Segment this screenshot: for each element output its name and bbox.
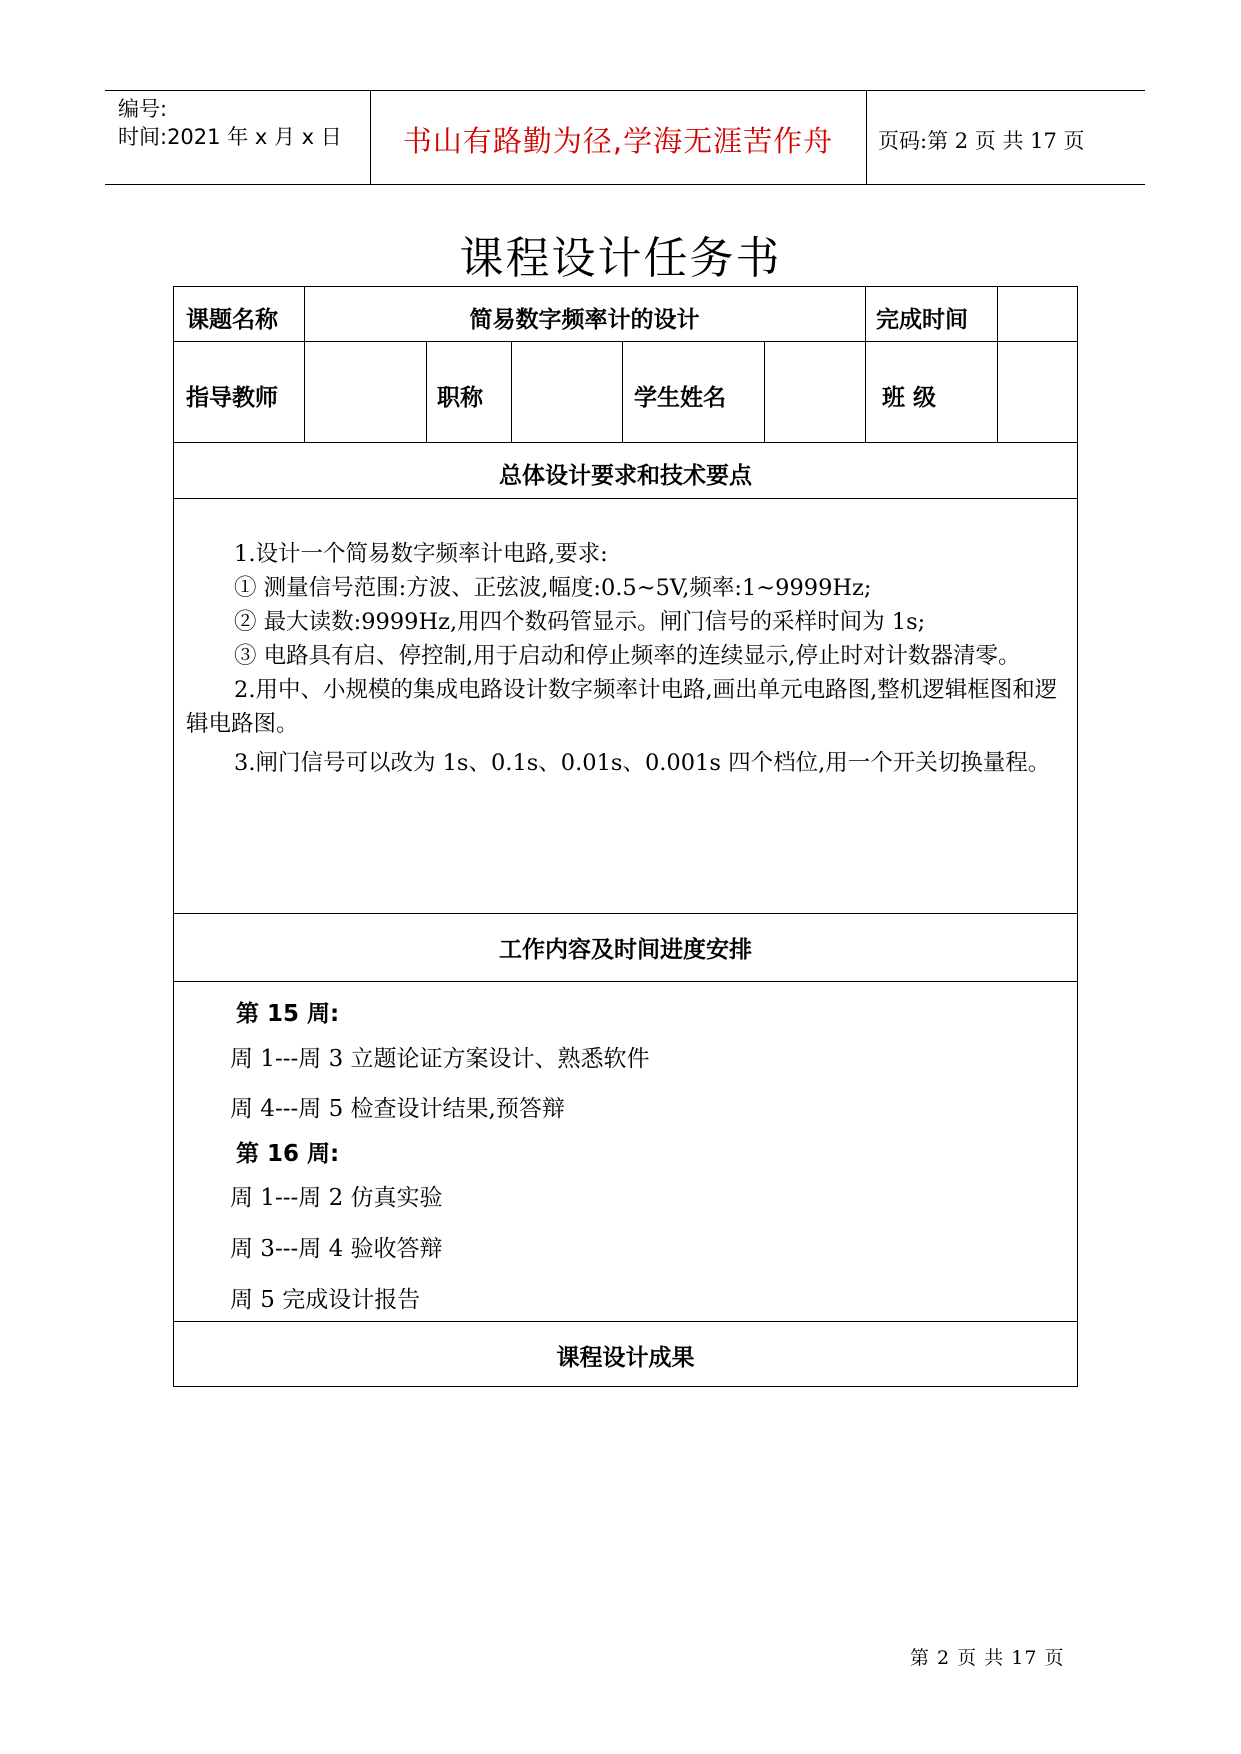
teacher-label: 指导教师 [186,385,278,411]
header-middle [370,91,867,184]
col-divider [865,287,866,442]
page-info: 页码:第 2 页 共 17 页 [878,129,1085,153]
motto: 书山有路勤为径,学海无涯苦作舟 [402,124,834,158]
header-left [105,91,371,184]
page-footer: 第 2 页 共 17 页 [910,1647,1065,1669]
row-divider [174,341,1077,342]
schedule-item: 周 5 完成设计报告 [230,1287,421,1313]
row-divider [174,981,1077,982]
finish-time-label: 完成时间 [876,307,968,333]
requirements-body [186,537,1066,789]
requirement-item: 1.设计一个简易数字频率计电路,要求: [234,541,608,567]
job-title-label: 职称 [437,385,483,411]
schedule-item: 周 1---周 3 立题论证方案设计、熟悉软件 [230,1046,650,1072]
header-right [866,91,1145,184]
class-label: 班 级 [882,385,937,411]
requirement-item: ③ 电路具有启、停控制,用于启动和停止频率的连续显示,停止时对计数器清零。 [234,643,1021,669]
time-label: 时间:2021 年 x 月 x 日 [118,125,342,149]
outcome-heading: 课程设计成果 [556,1345,695,1371]
serial-label: 编号: [118,97,168,121]
requirements-heading: 总体设计要求和技术要点 [499,463,752,489]
schedule-item: 周 4---周 5 检查设计结果,预答辩 [230,1096,565,1122]
row-divider [174,498,1077,499]
col-divider [997,287,998,442]
row-divider [174,442,1077,443]
week16-heading: 第 16 周: [236,1141,340,1167]
schedule-item: 周 1---周 2 仿真实验 [230,1185,443,1211]
topic-label: 课题名称 [186,307,278,333]
finish-time-value [1004,297,1069,333]
schedule-item: 周 3---周 4 验收答辩 [230,1236,443,1262]
page-header [105,90,1145,185]
col-divider [622,341,623,442]
requirement-item: 2.用中、小规模的集成电路设计数字频率计电路,画出单元电路图,整机逻辑框图和逻辑电路图。 [186,677,1058,737]
page-title: 课程设计任务书 [459,233,782,284]
row-divider [174,913,1077,914]
requirement-item: 3.闸门信号可以改为 1s、0.1s、0.01s、0.001s 四个档位,用一个开关切换量程。 [234,750,1051,776]
topic-value: 简易数字频率计的设计 [469,307,700,333]
student-label: 学生姓名 [634,385,726,411]
col-divider [426,341,427,442]
col-divider [764,341,765,442]
col-divider [511,341,512,442]
task-form-table [173,286,1078,1387]
requirement-item: ② 最大读数:9999Hz,用四个数码管显示。闸门信号的采样时间为 1s; [234,609,926,635]
week15-heading: 第 15 周: [236,1001,340,1027]
requirement-item: ① 测量信号范围:方波、正弦波,幅度:0.5~5V,频率:1~9999Hz; [234,575,872,601]
schedule-heading: 工作内容及时间进度安排 [499,937,752,963]
row-divider [174,1321,1077,1322]
